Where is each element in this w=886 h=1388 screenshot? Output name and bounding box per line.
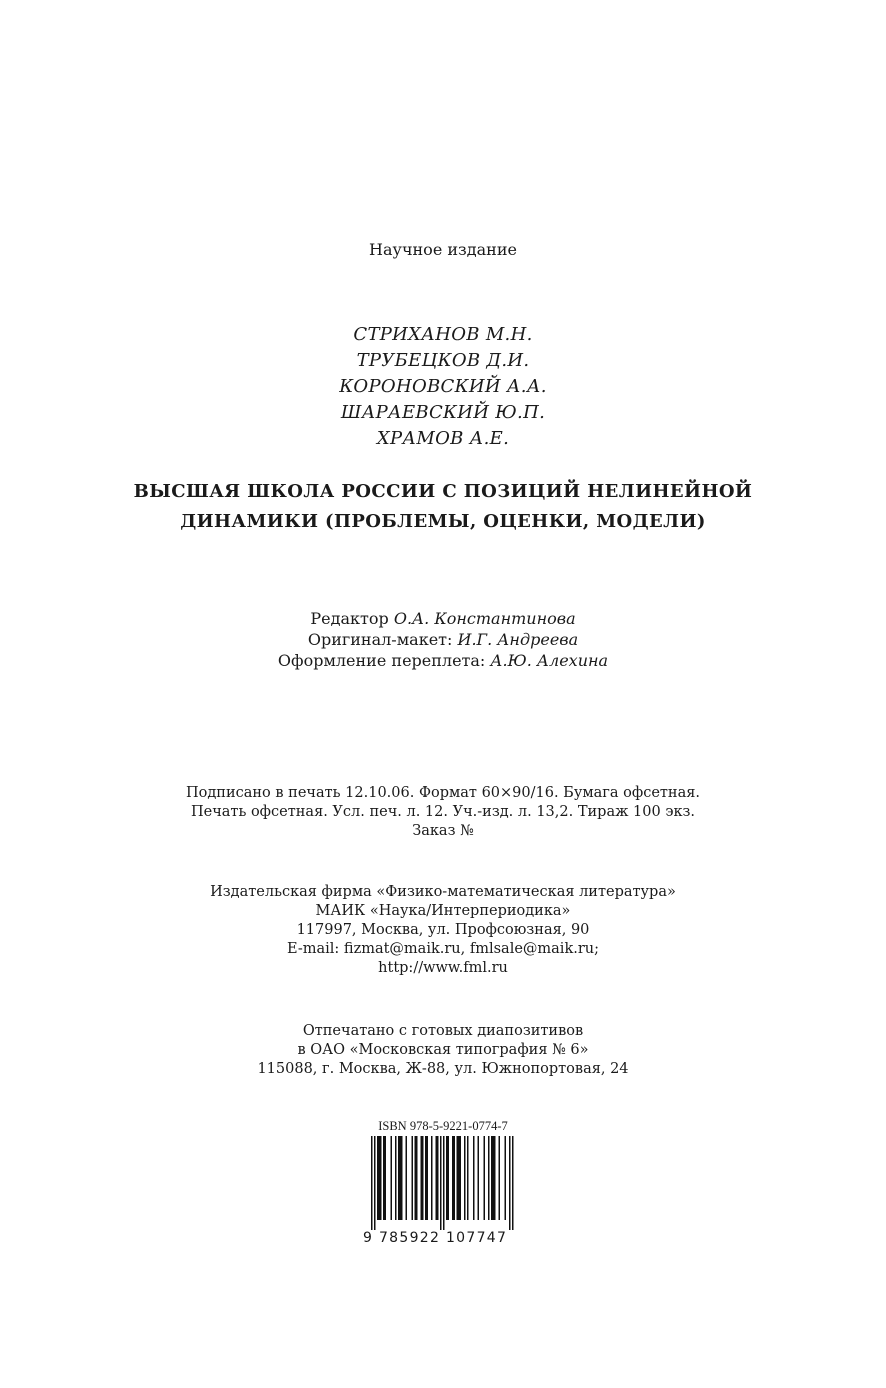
barcode-bar (452, 1136, 454, 1220)
barcode-bar (488, 1136, 490, 1220)
barcode-bar (401, 1136, 403, 1220)
author-name: ХРАМОВ А.Е. (376, 428, 510, 449)
ean-digits: 9 785922 107747 (363, 1230, 508, 1246)
publisher-block (0, 883, 886, 978)
credit-editor (0, 608, 886, 629)
barcode-bar (395, 1136, 397, 1220)
barcode-bar (406, 1136, 408, 1220)
barcode-bar (448, 1136, 450, 1220)
printer-block (0, 1022, 886, 1079)
imprint-line: Подписано в печать 12.10.06. Формат 60×90/16. Бумага офсетная. (186, 785, 700, 801)
barcode-bar (412, 1136, 414, 1220)
credit-name: А.Ю. Алехина (490, 651, 609, 670)
barcode-bar (458, 1136, 460, 1220)
book-title (0, 477, 886, 537)
barcode-bar (460, 1136, 462, 1220)
publisher-line: 117997, Москва, ул. Профсоюзная, 90 (296, 922, 590, 938)
credit-role: Оригинал-макет: (307, 630, 453, 649)
barcode-bar (374, 1136, 376, 1230)
book-title-line: ДИНАМИКИ (ПРОБЛЕМЫ, ОЦЕНКИ, МОДЕЛИ) (180, 511, 706, 532)
barcode-bar (464, 1136, 466, 1220)
barcode-bar (377, 1136, 379, 1220)
barcode-bar (437, 1136, 439, 1220)
barcode-bar (467, 1136, 469, 1220)
barcode-bar (505, 1136, 507, 1220)
imprint-line: Заказ № (412, 823, 474, 839)
credit-layout (0, 629, 886, 650)
credit-role: Редактор (310, 609, 389, 628)
credit-name: О.А. Константинова (393, 609, 576, 628)
author-name: КОРОНОВСКИЙ А.А. (339, 376, 547, 397)
publisher-line: МАИК «Наука/Интерпериодика» (315, 903, 571, 919)
barcode-bar (415, 1136, 417, 1220)
publisher-website: http://www.fml.ru (378, 960, 508, 976)
barcode-bar (398, 1136, 400, 1220)
author-name: ТРУБЕЦКОВ Д.И. (356, 350, 530, 371)
barcode-bar (446, 1136, 448, 1220)
barcode-bar (436, 1136, 438, 1220)
credit-role: Оформление переплета: (277, 651, 486, 670)
barcode-bar (416, 1136, 418, 1220)
barcode-icon (363, 1136, 523, 1232)
barcode-bar (484, 1136, 486, 1220)
barcode-bar (473, 1136, 475, 1220)
author-list (0, 322, 886, 452)
barcode-bar (443, 1136, 445, 1230)
barcode-bar (383, 1136, 385, 1220)
barcode-bar (431, 1136, 433, 1220)
author-name: СТРИХАНОВ М.Н. (353, 324, 533, 345)
imprint-block (0, 784, 886, 841)
credit-cover-design (0, 650, 886, 671)
barcode-bar (509, 1136, 511, 1230)
barcode-bar (427, 1136, 429, 1220)
barcode-bar (493, 1136, 495, 1220)
author-name: ШАРАЕВСКИЙ Ю.П. (340, 402, 546, 423)
credit-name: И.Г. Андреева (457, 630, 579, 649)
publication-genre: Научное издание (369, 240, 517, 259)
barcode-bar (440, 1136, 442, 1230)
printer-line: 115088, г. Москва, Ж-88, ул. Южнопортовая, 24 (257, 1061, 629, 1077)
barcode-bar (400, 1136, 402, 1220)
printer-line: в ОАО «Московская типография № 6» (297, 1042, 589, 1058)
barcode-bar (391, 1136, 393, 1220)
barcode-bar (421, 1136, 423, 1220)
barcode-bar (478, 1136, 480, 1220)
isbn-barcode-block (363, 1118, 523, 1246)
publisher-email: E-mail: fizmat@maik.ru, fmlsale@maik.ru; (286, 941, 599, 957)
barcode-bar (422, 1136, 424, 1220)
imprint-line: Печать офсетная. Усл. печ. л. 12. Уч.-изд. л. 13,2. Тираж 100 экз. (190, 804, 696, 820)
barcode-bar (371, 1136, 373, 1230)
barcode-bar (494, 1136, 496, 1220)
barcode-bar (380, 1136, 382, 1220)
isbn-label: ISBN 978-5-9221-0774-7 (378, 1119, 508, 1133)
barcode-bar (454, 1136, 456, 1220)
barcode-bar (512, 1136, 514, 1230)
book-title-line: ВЫСШАЯ ШКОЛА РОССИИ С ПОЗИЦИЙ НЕЛИНЕЙНОЙ (133, 481, 753, 502)
publisher-line: Издательская фирма «Физико-математическая литература» (210, 884, 676, 900)
barcode-bar (385, 1136, 387, 1220)
barcode-bar (379, 1136, 381, 1220)
barcode-bar (491, 1136, 493, 1220)
barcode-bar (499, 1136, 501, 1220)
barcode-bar (425, 1136, 427, 1220)
barcode-bar (457, 1136, 459, 1220)
printer-line: Отпечатано с готовых диапозитивов (302, 1023, 584, 1039)
credits-block (0, 608, 886, 671)
